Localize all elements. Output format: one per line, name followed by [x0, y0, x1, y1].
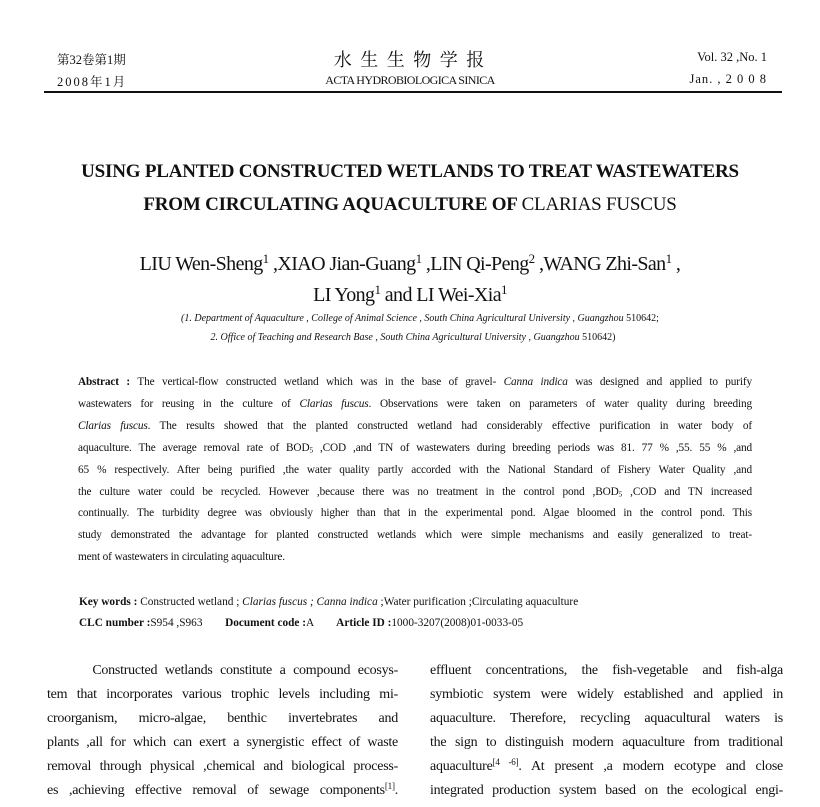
- title-line-1: USING PLANTED CONSTRUCTED WETLANDS TO TREAT WASTEWATERS: [81, 161, 739, 182]
- title-species: CLARIAS FUSCUS: [521, 194, 677, 215]
- classification-info: [79, 617, 523, 629]
- text-run: aquaculture: [430, 759, 493, 774]
- body-line-left: [47, 783, 398, 799]
- text-run: ,COD ,and TN of wastewaters during breeding periods was 81. 77 % ,55. 55 % ,and: [312, 441, 752, 454]
- abstract-line: [78, 376, 752, 388]
- text-run: ,COD and TN increased: [622, 485, 752, 498]
- text-run: 65 % respectively. After being purified ,the water quality partly accorded with the National Standard of Fishery Water Quality ,and: [78, 463, 752, 476]
- body-line-right: [430, 663, 783, 679]
- italic-text: Clarias fuscus: [299, 397, 369, 410]
- text-run: LI Yong: [313, 284, 375, 306]
- text-run: 1000-3207(2008)01-0033-05: [391, 617, 524, 629]
- text-run: ;Water purification ;Circulating aquaculture: [377, 596, 579, 608]
- text-run: integrated production system based on the ecological engi-: [430, 783, 783, 798]
- superscript: 1: [262, 250, 269, 266]
- text-run: Constructed wetland ;: [140, 596, 243, 608]
- title-text: FROM CIRCULATING AQUACULTURE OF: [143, 194, 522, 215]
- volume-issue-cn: 第32卷第1期: [57, 53, 126, 67]
- body-line-left: [47, 687, 398, 703]
- superscript: 1: [415, 250, 422, 266]
- affiliation-1: [0, 313, 820, 324]
- bold-label: Article ID :: [336, 617, 392, 629]
- text-run: ,XIAO Jian-Guang: [268, 253, 416, 275]
- bold-label: CLC number :: [79, 617, 151, 629]
- text-run: ,WANG Zhi-San: [534, 253, 666, 275]
- subscript: 5: [309, 445, 313, 455]
- keywords: [79, 596, 578, 608]
- authors-line-1: [0, 250, 820, 276]
- authors-line-2: [0, 281, 820, 307]
- text-run: 510642): [579, 332, 616, 343]
- text-run: aquaculture. The average removal rate of BOD: [78, 441, 310, 454]
- text-run: (1. Department of Aquaculture , College of Animal Science , South China Agricultural University , Guangzhou: [181, 313, 624, 324]
- text-run: . Observations were taken on parameters of water quality during breeding: [368, 397, 753, 410]
- body-line-right: [430, 711, 783, 727]
- header-rule: [44, 91, 782, 93]
- text-run: and LI Wei-Xia: [380, 284, 502, 306]
- text-run: study demonstrated the advantage for planted constructed wetlands which were simple mechanisms and easily generalized to treat-: [78, 529, 752, 542]
- text-run: LIU Wen-Sheng: [139, 253, 263, 275]
- text-run: 510642;: [623, 313, 659, 324]
- date-cn: 2008年1月: [57, 75, 128, 89]
- abstract-line: [78, 420, 752, 432]
- journal-name-cn: 水 生 生 物 学 报: [333, 50, 487, 70]
- date-en: Jan. , 2 0 0 8: [689, 72, 767, 86]
- text-run: .: [394, 783, 398, 798]
- text-run: es ,achieving effective removal of sewage components: [47, 783, 385, 798]
- text-run: croorganism, micro-algae, benthic invertebrates and: [47, 711, 398, 726]
- affiliation-2: [0, 332, 820, 343]
- abstract-line: [78, 398, 752, 410]
- bold-label: Abstract :: [78, 376, 138, 388]
- italic-text: Clarias fuscus: [78, 419, 148, 432]
- body-line-right: [430, 687, 783, 703]
- text-run: the culture water could be recycled. However ,because there was no treatment in the control pond ,BOD: [78, 485, 619, 498]
- body-line-right: [430, 783, 783, 799]
- text-run: Constructed wetlands constitute a compound ecosys-: [47, 663, 398, 678]
- text-run: effluent concentrations, the fish-vegetable and fish-alga: [430, 663, 783, 678]
- superscript: [1]: [384, 781, 395, 791]
- text-run: was designed and applied to purify: [567, 376, 752, 388]
- text-run: S954 ,S963: [150, 617, 226, 629]
- text-run: ment of wastewaters in circulating aquaculture.: [78, 551, 285, 564]
- body-line-left: [47, 735, 398, 751]
- text-run: . At present ,a modern ecotype and close: [518, 759, 783, 774]
- superscript: [4 -6]: [492, 757, 519, 767]
- superscript: 2: [528, 250, 535, 266]
- abstract-line: [78, 551, 752, 563]
- abstract-line: [78, 486, 752, 498]
- text-run: . The results showed that the planted constructed wetland had considerably effective purification in water body of: [147, 419, 752, 432]
- text-run: plants ,all for which can exert a synergistic effect of waste: [47, 735, 398, 750]
- text-run: aquaculture. Therefore, recycling aquacultural waters is: [430, 711, 783, 726]
- superscript: 1: [665, 250, 672, 266]
- superscript: 1: [501, 281, 507, 297]
- text-run: 2. Office of Teaching and Research Base , South China Agricultural University , Guangzhou: [210, 332, 580, 343]
- text-run: symbiotic system were widely established and applied in: [430, 687, 783, 702]
- bold-label: Key words :: [79, 596, 141, 608]
- abstract-line: [78, 442, 752, 454]
- body-line-right: [430, 735, 783, 751]
- body-line-right: [430, 759, 783, 775]
- abstract-line: [78, 464, 752, 476]
- text-run: tem that incorporates various trophic levels including mi-: [47, 687, 398, 702]
- body-line-left: [47, 711, 398, 727]
- abstract-line: [78, 529, 752, 541]
- text-run: ,: [671, 253, 681, 275]
- journal-name-en: ACTA HYDROBIOLOGICA SINICA: [325, 73, 495, 87]
- superscript: 1: [374, 281, 381, 297]
- text-run: continually. The turbidity degree was obviously higher than that in the experimental pond. Algae bloomed in the control pond. This: [78, 507, 752, 520]
- text-run: wastewaters for reusing in the culture of: [78, 397, 300, 410]
- title-line-2: [0, 194, 820, 216]
- italic-text: Clarias fuscus ; Canna indica: [242, 596, 378, 608]
- text-run: removal through physical ,chemical and biological process-: [47, 759, 398, 774]
- text-run: The vertical-flow constructed wetland which was in the base of gravel-: [137, 376, 504, 388]
- subscript: 5: [618, 488, 623, 498]
- text-run: A: [306, 617, 337, 629]
- body-line-left: [47, 759, 398, 775]
- body-line-left: [47, 663, 398, 679]
- bold-label: Document code :: [225, 617, 307, 629]
- abstract-line: [78, 507, 752, 519]
- volume-issue-en: Vol. 32 ,No. 1: [697, 50, 767, 64]
- italic-text: Canna indica: [503, 376, 568, 388]
- text-run: ,LIN Qi-Peng: [421, 253, 529, 275]
- text-run: the sign to distinguish modern aquaculture from traditional: [430, 735, 783, 750]
